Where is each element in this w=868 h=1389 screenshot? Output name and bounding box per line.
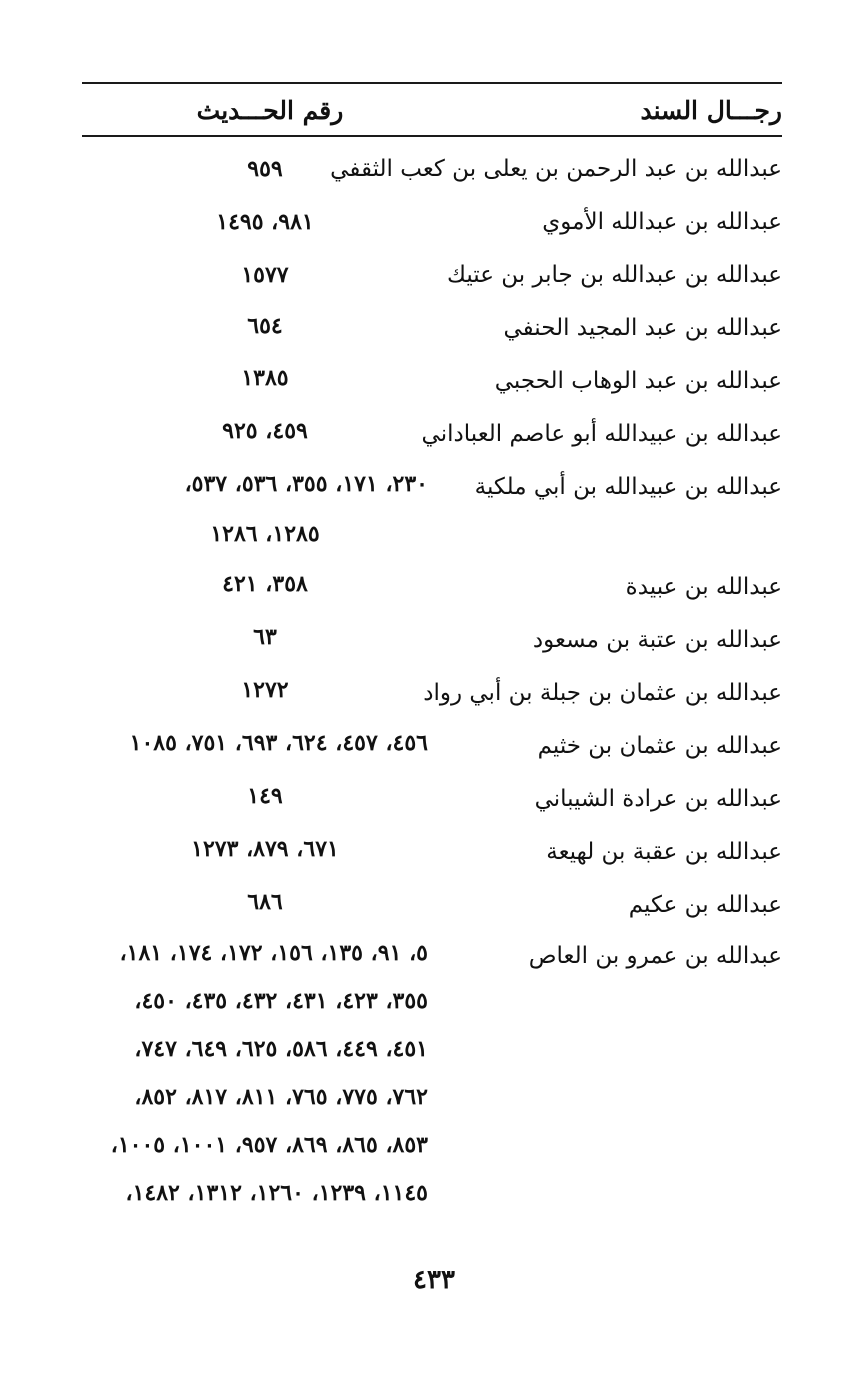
hadith-numbers: ١٢٧٢ bbox=[241, 677, 289, 703]
narrator-name: عبدالله بن عبيدة bbox=[625, 574, 782, 600]
hadith-numbers: ١٤٩ bbox=[247, 783, 283, 809]
narrator-name: عبدالله بن عكيم bbox=[628, 892, 782, 918]
narrator-name: عبدالله بن عرادة الشيباني bbox=[534, 786, 782, 812]
hadith-numbers: ٣٥٨، ٤٢١ bbox=[222, 571, 308, 597]
hadith-numbers-continued: ١١٤٥، ١٢٣٩، ١٢٦٠، ١٣١٢، ١٤٨٢، bbox=[125, 1180, 428, 1206]
hadith-numbers: ٩٥٩ bbox=[247, 156, 283, 182]
hadith-numbers-continued: ٤٥١، ٤٤٩، ٥٨٦، ٦٢٥، ٦٤٩، ٧٤٧، bbox=[134, 1036, 428, 1062]
narrator-name: عبدالله بن عثمان بن خثيم bbox=[537, 733, 782, 759]
narrator-name: عبدالله بن عبيدالله بن أبي ملكية bbox=[474, 474, 782, 500]
narrator-name: عبدالله بن عتبة بن مسعود bbox=[532, 627, 782, 653]
narrator-name: عبدالله بن عبد الرحمن بن يعلى بن كعب الثقفي bbox=[330, 156, 782, 182]
hadith-numbers: ٦٨٦ bbox=[247, 889, 283, 915]
hadith-numbers: ٦٥٤ bbox=[247, 313, 283, 339]
hadith-numbers: ٤٥٦، ٤٥٧، ٦٢٤، ٦٩٣، ٧٥١، ١٠٨٥ bbox=[129, 730, 428, 756]
narrator-name: عبدالله بن عبدالله بن جابر بن عتيك bbox=[446, 262, 782, 288]
hadith-numbers: ٦٧١، ٨٧٩، ١٢٧٣ bbox=[191, 836, 339, 862]
hadith-numbers-continued: ٣٥٥، ٤٢٣، ٤٣١، ٤٣٢، ٤٣٥، ٤٥٠، bbox=[134, 988, 428, 1014]
narrator-name: عبدالله بن عبدالله الأموي bbox=[542, 209, 782, 235]
hadith-numbers-continued: ١٢٨٥، ١٢٨٦ bbox=[210, 521, 320, 547]
narrator-name: عبدالله بن عمرو بن العاص bbox=[528, 943, 782, 969]
hadith-numbers: ٤٥٩، ٩٢٥ bbox=[222, 418, 308, 444]
narrators-column-header: رجـــال السند bbox=[640, 96, 782, 125]
hadith-numbers: ٢٣٠، ١٧١، ٣٥٥، ٥٣٦، ٥٣٧، bbox=[184, 471, 428, 497]
narrator-name: عبدالله بن عبد الوهاب الحجبي bbox=[494, 368, 782, 394]
hadith-numbers: ٦٣ bbox=[253, 624, 277, 650]
narrator-name: عبدالله بن عقبة بن لهيعة bbox=[546, 839, 782, 865]
hadith-numbers-continued: ٧٦٢، ٧٧٥، ٧٦٥، ٨١١، ٨١٧، ٨٥٢، bbox=[134, 1084, 428, 1110]
hadith-numbers: ١٣٨٥ bbox=[241, 365, 289, 391]
hadith-number-column-header: رقم الحـــديث bbox=[196, 96, 344, 125]
hadith-numbers: ٥، ٩١، ١٣٥، ١٥٦، ١٧٢، ١٧٤، ١٨١، bbox=[119, 940, 428, 966]
hadith-numbers-continued: ٨٥٣، ٨٦٥، ٨٦٩، ٩٥٧، ١٠٠١، ١٠٠٥، bbox=[110, 1132, 428, 1158]
narrator-name: عبدالله بن عبيدالله أبو عاصم العباداني bbox=[421, 421, 782, 447]
narrator-name: عبدالله بن عثمان بن جبلة بن أبي رواد bbox=[423, 680, 782, 706]
header-top-rule bbox=[82, 82, 782, 84]
header-bottom-rule bbox=[82, 135, 782, 137]
hadith-numbers: ١٥٧٧ bbox=[241, 262, 289, 288]
narrator-name: عبدالله بن عبد المجيد الحنفي bbox=[503, 315, 782, 341]
hadith-numbers: ٩٨١، ١٤٩٥ bbox=[216, 209, 314, 235]
page-number: ٤٣٣ bbox=[413, 1265, 455, 1295]
